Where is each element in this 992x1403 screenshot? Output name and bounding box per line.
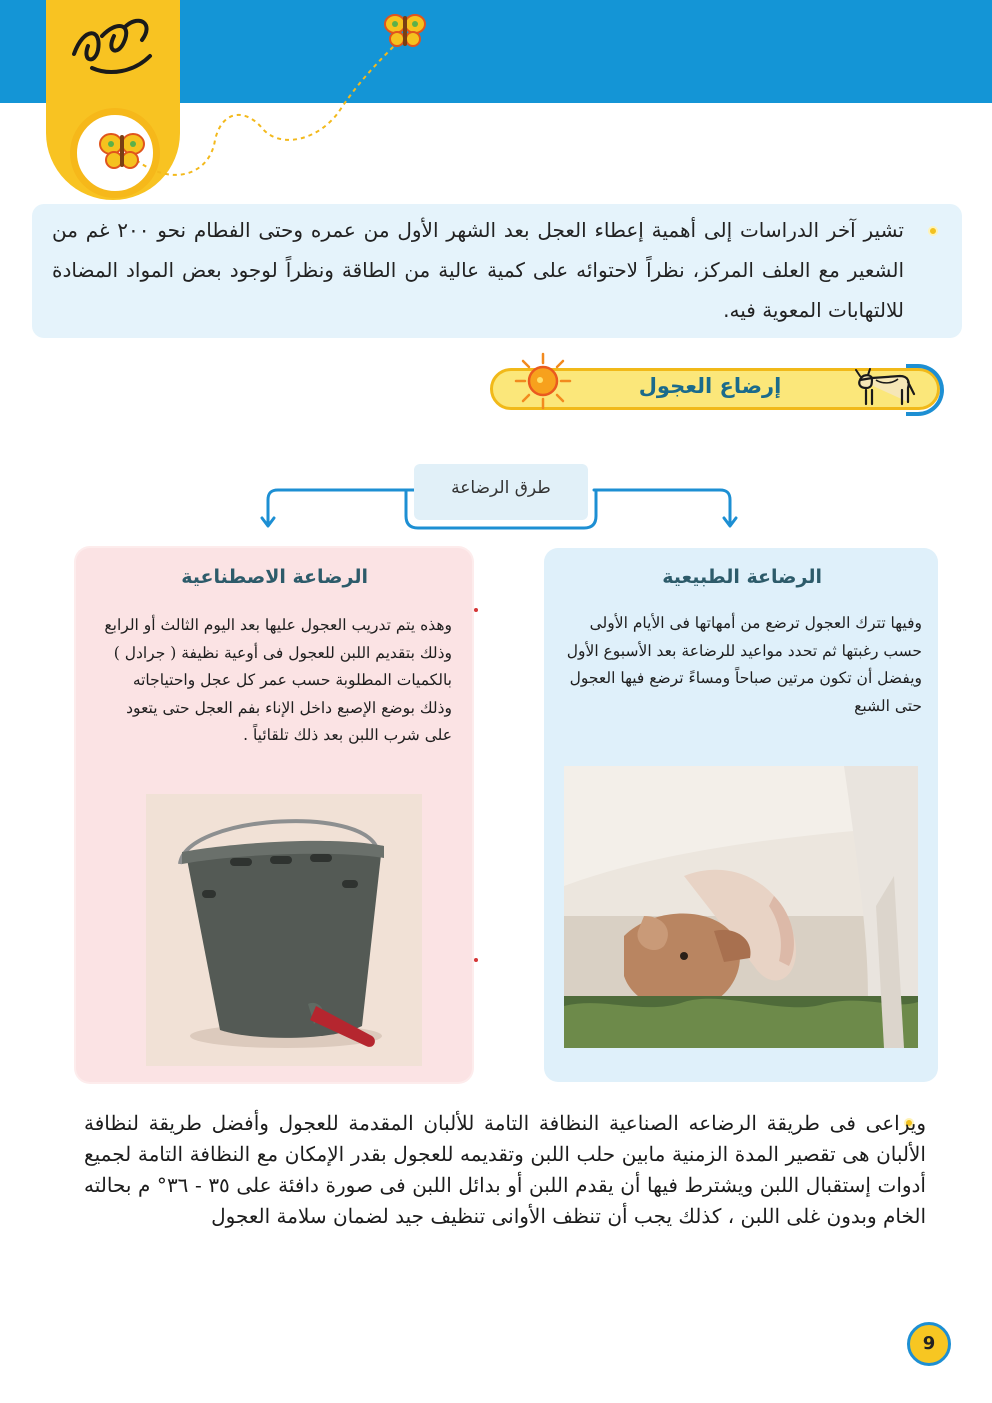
intro-paragraph: تشير آخر الدراسات إلى أهمية إعطاء العجل بعد الشهر الأول من عمره وحتى الفطام نحو ٢٠٠ غم من الشعير مع العلف المركز، نظراً لاحتوائه على كمية عالية من الطاقة ونظراً لوجود بعض المواد المضادة للالتهابات المعوية فيه.	[52, 218, 905, 322]
butterfly-icon	[385, 15, 425, 46]
section-title: إرضاع العجول	[638, 374, 782, 398]
natural-feeding-text: وفيها تترك العجول ترضع من أمهاتها فى الأيام الأولى حسب رغبتها ثم تحدد مواعيد للرضاعة بعد الأسبوع الأول ويفضل أن تكون مرتين صباحاً ومساءً ترضع فيها العجول حتى الشبع	[566, 614, 922, 715]
calf-photo-illustration	[564, 766, 918, 1048]
calligraphy-logo-icon	[62, 6, 162, 86]
bullet-icon	[928, 226, 938, 236]
artificial-feeding-text: وهذه يتم تدريب العجول عليها بعد اليوم الثالث أو الرابع وذلك بتقديم اللبن للعجول فى أوعية نظيفة ( جرادل ) بالكميات المطلوبة حسب عمر كل عجل واحتياجاته وذلك بوضع الإصبع داخل الإناء بفم العجل حتى يتعود على شرب اللبن بعد ذلك تلقائياً .	[104, 616, 452, 744]
natural-feeding-card	[544, 548, 938, 1082]
calf-suckling-image	[564, 766, 918, 1048]
margin-mark	[474, 958, 478, 962]
page-number: 9	[907, 1322, 951, 1366]
sun-icon	[514, 352, 572, 410]
bottom-paragraph: ويراعى فى طريقة الرضاعه الصناعية النظافة التامة للألبان المقدمة للعجول وأفضل طريقة لنظافة الألبان هى تقصير المدة الزمنية مابين حلب اللبن وتقديمه للعجول بقدر الإمكان مع النظافة التامة لجميع أدوات إستقبال اللبن ويشترط فيها أن يقدم اللبن أو بدائل اللبن فى صورة دافئة على ٣٥ - ٣٦° م بحالته الخام وبدون غلى اللبن ، كذلك يجب أن تنظف الأوانى تنظيف جيد لضمان سلامة العجول	[84, 1111, 926, 1228]
artificial-feeding-card	[76, 548, 472, 1082]
bucket-illustration	[146, 794, 422, 1066]
margin-mark	[474, 608, 478, 612]
calf-feeding-bucket-image	[146, 794, 422, 1066]
methods-label: طرق الرضاعة	[451, 478, 551, 498]
cow-icon	[852, 366, 916, 408]
butterfly-icon	[100, 134, 144, 168]
natural-feeding-title: الرضاعة الطبيعية	[662, 566, 822, 588]
artificial-feeding-title: الرضاعة الاصطناعية	[181, 566, 368, 588]
